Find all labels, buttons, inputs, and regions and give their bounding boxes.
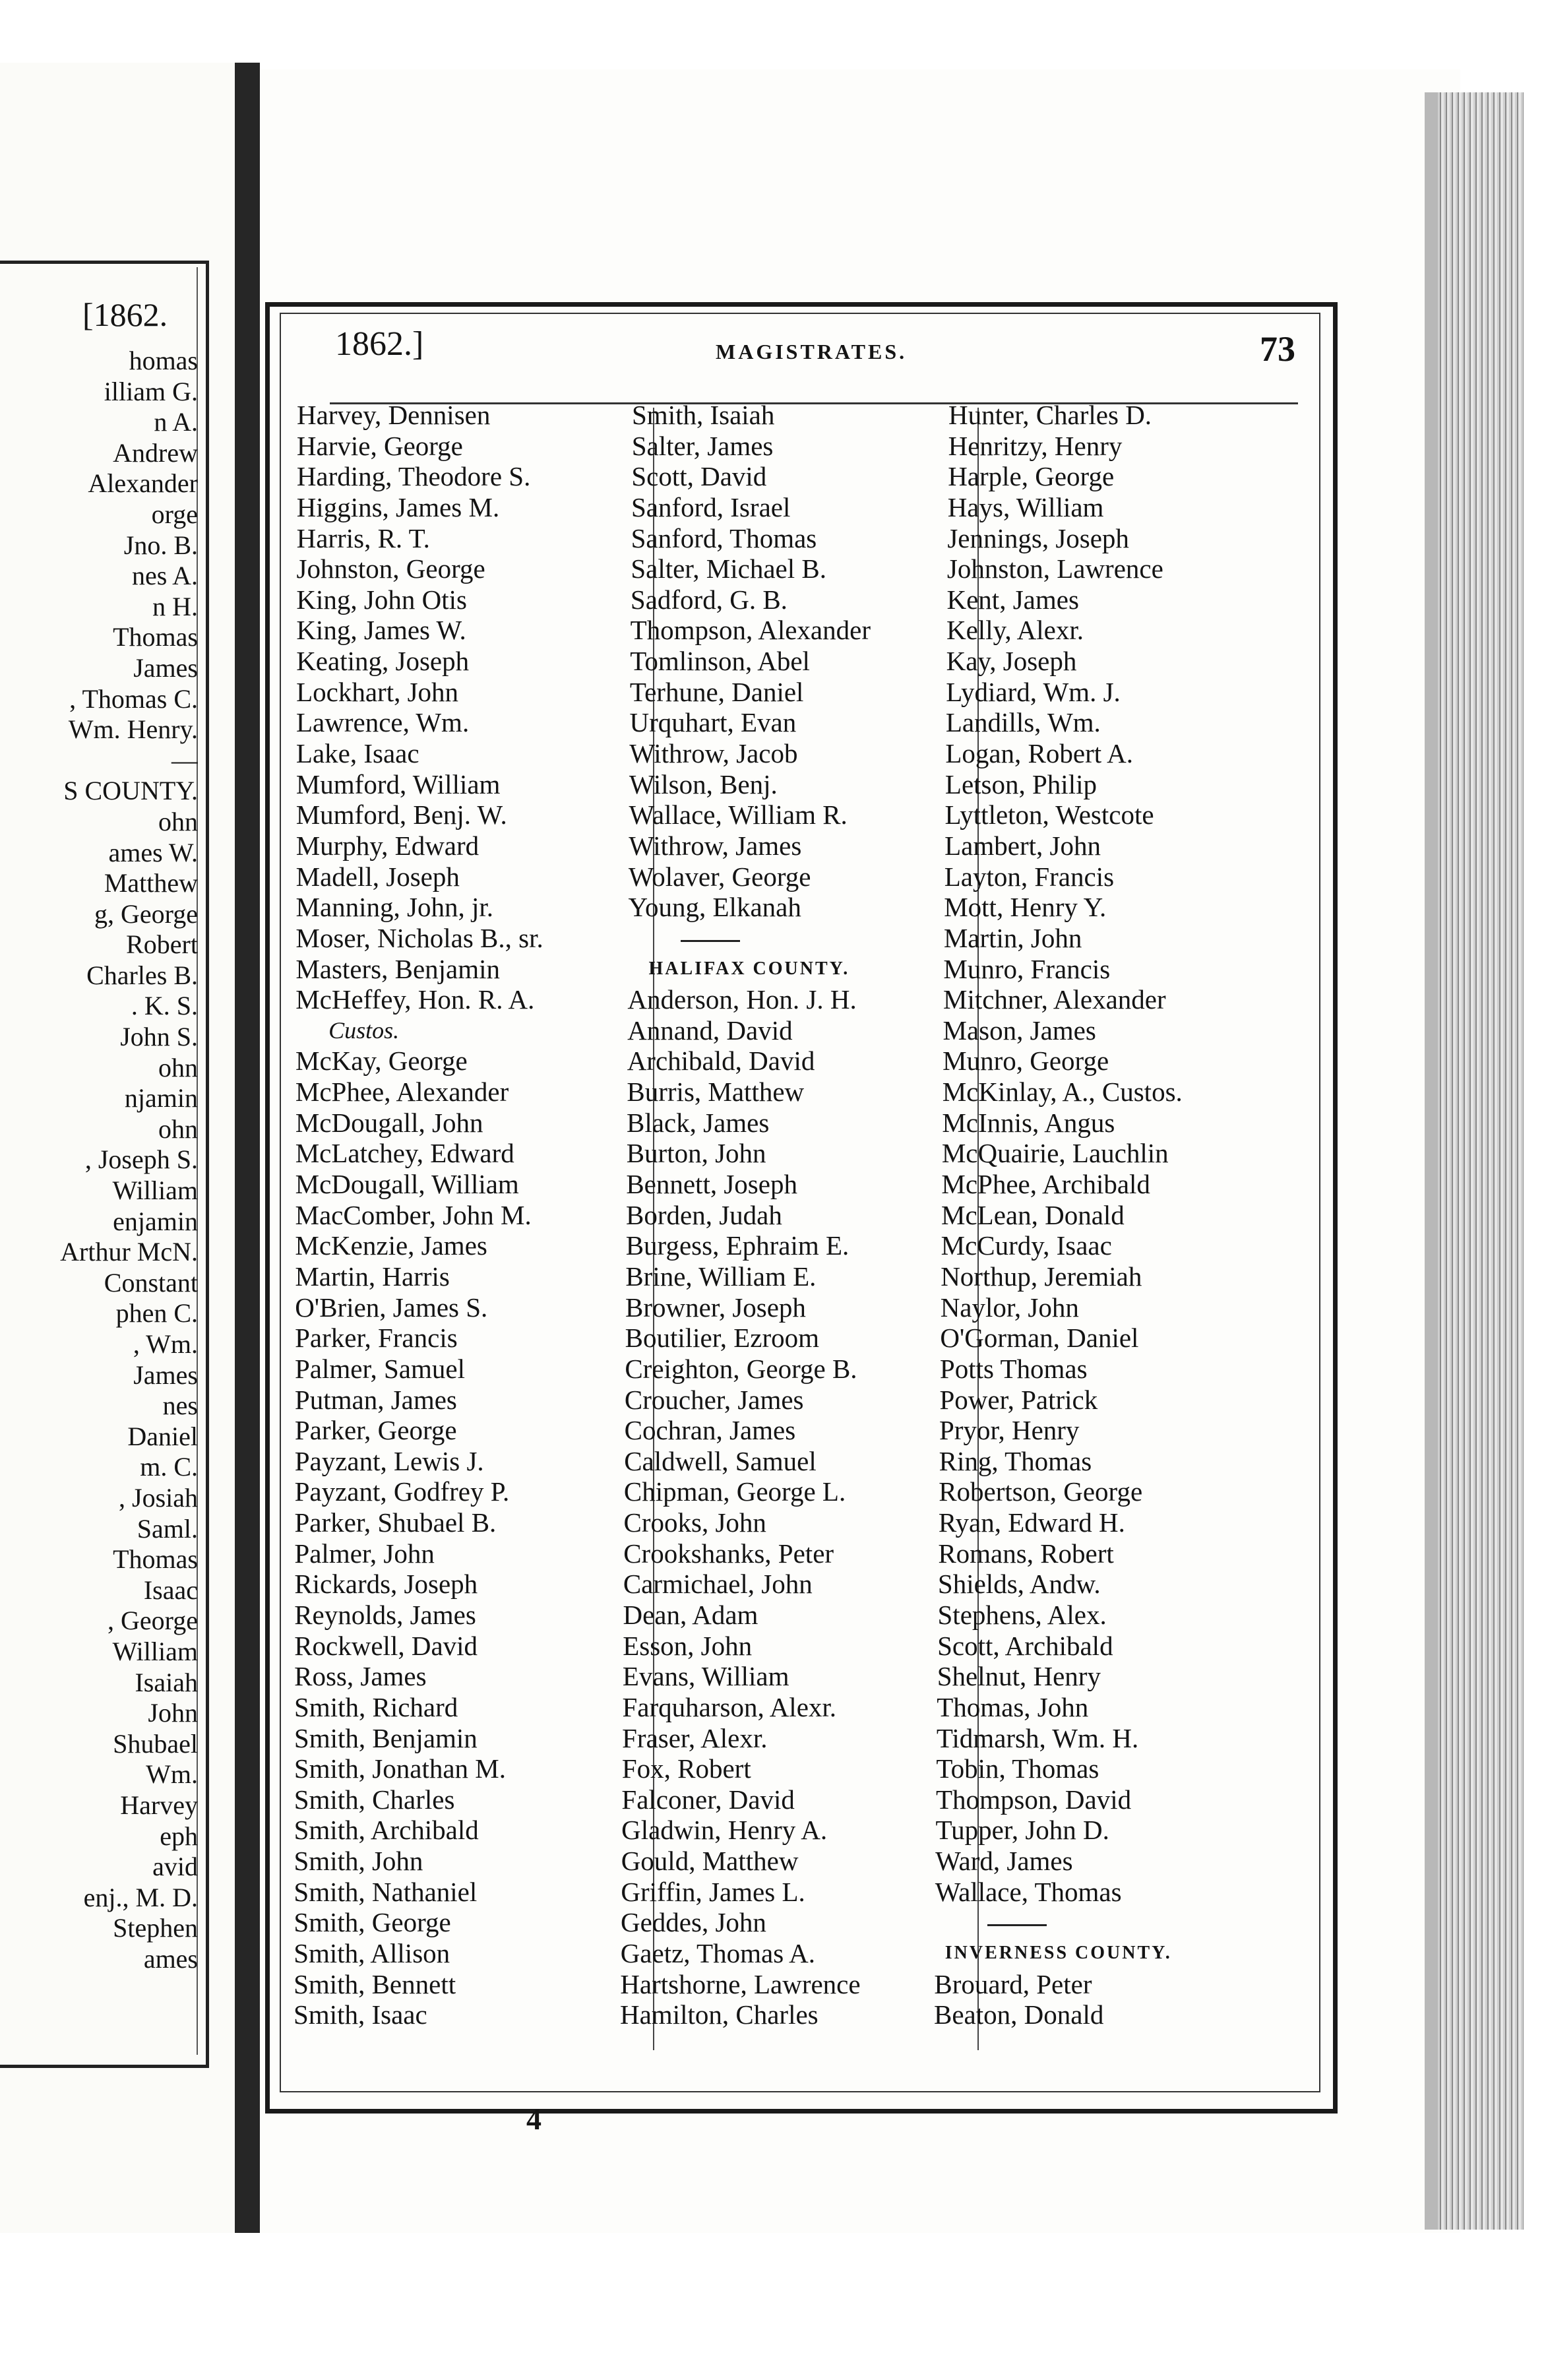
left-page-line-text: m. C. [140,1452,198,1482]
left-page-line [0,1668,198,1699]
left-page-line-text: n H. [152,591,198,621]
left-page-line [0,1883,198,1914]
left-page-line-text: Thomas [113,1544,198,1575]
magistrate-name: Black, James [627,1107,770,1138]
magistrate-name: Rickards, Joseph [294,1569,478,1600]
magistrate-name: Smith, Nathaniel [294,1876,478,1907]
left-page-line [0,1852,198,1883]
magistrate-name: Evans, William [622,1661,789,1692]
left-page-line-text: , Josiah [119,1482,198,1513]
left-page-line-text: William [112,1636,198,1666]
magistrate-name: Borden, Judah [626,1199,782,1230]
left-page-line [0,530,198,561]
magistrate-name: Gould, Matthew [621,1846,799,1877]
magistrate-name: Logan, Robert A. [945,738,1133,769]
left-page-line [0,838,198,869]
left-page-line-text: John [148,1698,198,1728]
magistrate-name: Tidmarsh, Wm. H. [936,1722,1139,1753]
magistrate-name: Palmer, John [294,1538,435,1569]
magistrate-name: McLatchey, Edward [295,1138,514,1169]
header-year: 1862.] [335,325,424,363]
left-page-line [0,1268,198,1299]
left-page-line-text: William [112,1175,198,1206]
section-rule [935,1907,1182,1938]
page-number: 73 [1260,329,1295,369]
magistrate-name: Scott, Archibald [937,1630,1113,1661]
magistrate-name: Salter, Michael B. [631,553,826,584]
magistrate-name: Withrow, Jacob [629,738,798,769]
left-page-line-text: illiam G. [104,376,198,406]
magistrate-name: Ryan, Edward H. [938,1507,1125,1538]
magistrate-name: Farquharson, Alexr. [622,1691,837,1722]
magistrate-name: Parker, Francis [295,1323,458,1354]
magistrate-name: Martin, Harris [295,1261,450,1292]
left-page-line [0,1053,198,1084]
magistrate-name: Scott, David [631,461,767,492]
left-page-line-text: , Joseph S. [84,1144,198,1175]
magistrate-name: Mitchner, Alexander [943,984,1166,1015]
magistrate-name: Brine, William E. [625,1261,817,1292]
magistrate-name: Hamilton, Charles [620,1999,819,2030]
name-column-1 [294,400,543,2030]
magistrate-name: Annand, David [627,1015,793,1046]
magistrate-name: Lake, Isaac [295,738,419,769]
magistrate-name: Palmer, Samuel [295,1353,465,1384]
left-page-line [0,1913,198,1944]
left-page-line-text: enjamin [113,1206,198,1236]
magistrate-name: Tomlinson, Abel [630,646,810,677]
magistrate-name: Griffin, James L. [621,1876,805,1907]
left-page-line [0,1944,198,1975]
magistrate-name: Parker, Shubael B. [294,1507,497,1538]
magistrate-name: King, James W. [296,615,466,646]
book-gutter [235,63,260,2233]
left-page-text [0,346,198,1974]
magistrate-name: Hays, William [947,491,1104,522]
magistrate-name: Reynolds, James [294,1599,476,1630]
magistrate-name: Ross, James [294,1661,427,1692]
magistrate-name: Masters, Benjamin [295,953,501,984]
left-page-line [0,1422,198,1453]
magistrate-name: Harvey, Dennisen [297,400,491,430]
magistrate-name: Wilson, Benj. [629,768,778,799]
magistrate-name: Wolaver, George [628,861,811,892]
left-page-line-text: ames W. [108,837,198,867]
left-page-line-text: enj., M. D. [83,1882,198,1912]
magistrate-name: Rockwell, David [294,1630,478,1661]
magistrate-name: Salter, James [631,430,774,461]
magistrate-name: Lockhart, John [296,676,459,707]
name-column-3 [934,400,1183,2030]
left-page-line [0,714,198,745]
magistrate-name: Mumford, William [295,768,501,799]
section-rule [628,923,871,954]
magistrate-name: Cochran, James [624,1415,796,1446]
left-page-line-text: phen C. [115,1298,198,1329]
magistrate-name: Fraser, Alexr. [622,1722,768,1753]
magistrate-name: Putman, James [294,1384,457,1415]
left-page-line [0,561,198,592]
left-page-line-text: — [171,745,198,775]
magistrate-name: McLean, Donald [941,1199,1125,1230]
magistrate-name: Robertson, George [939,1476,1143,1507]
magistrate-name: McHeffey, Hon. R. A. [295,984,535,1015]
left-page-line [0,929,198,960]
left-page-line [0,1544,198,1575]
left-page-line-text: S COUNTY. [63,776,198,806]
left-page-line [0,1298,198,1329]
left-page-line [0,868,198,899]
magistrate-name: Crookshanks, Peter [623,1538,834,1569]
magistrate-name: Smith, Allison [294,1938,450,1969]
left-page-line-text: ohn [158,806,198,836]
magistrate-name: Naylor, John [940,1292,1079,1323]
magistrate-name: Ward, James [935,1846,1073,1877]
magistrate-name: Smith, Charles [294,1784,455,1815]
magistrate-name: Parker, George [294,1415,457,1446]
left-page-line [0,684,198,715]
signature-mark: 4 [526,2102,541,2136]
magistrate-name: Johnston, Lawrence [946,553,1163,584]
magistrate-name: McKenzie, James [295,1230,487,1261]
left-page-line-text: Stephen [113,1913,198,1943]
magistrate-name: King, John Otis [296,584,467,615]
magistrate-name: Burgess, Ephraim E. [625,1230,850,1261]
magistrate-name: McCurdy, Isaac [941,1230,1112,1261]
magistrate-name: Jennings, Joseph [947,522,1129,553]
magistrate-name: Gaetz, Thomas A. [620,1938,815,1969]
magistrate-name: O'Gorman, Daniel [940,1323,1139,1354]
page-edges [1438,92,1524,2230]
magistrate-name: Smith, Benjamin [294,1722,478,1753]
magistrate-name: McInnis, Angus [942,1107,1115,1138]
magistrate-name: Crooks, John [623,1507,766,1538]
left-page-line [0,807,198,838]
left-page-line-text: . K. S. [131,991,198,1021]
left-page-line-text: Isaiah [135,1667,198,1697]
left-page-line [0,346,198,377]
magistrate-name: Tupper, John D. [935,1815,1109,1846]
magistrate-name: Esson, John [623,1630,753,1661]
magistrate-name: Gladwin, Henry A. [621,1815,828,1846]
left-page-line-text: homas [129,346,198,375]
magistrate-name: O'Brien, James S. [295,1292,488,1323]
county-heading: HALIFAX COUNTY. [648,958,850,979]
magistrate-name: Thompson, Alexander [630,615,871,646]
left-page-line-text: ohn [158,1052,198,1082]
magistrate-name: Manning, John, jr. [295,892,494,923]
magistrate-name: Sadford, G. B. [630,584,788,615]
magistrate-name: Smith, Jonathan M. [294,1753,506,1784]
left-page-line [0,1391,198,1422]
magistrate-name: Layton, Francis [944,861,1115,892]
left-page-line [0,499,198,530]
magistrate-name: Falconer, David [621,1784,795,1815]
left-page-line-text: ohn [158,1113,198,1144]
left-page-line [0,1790,198,1821]
left-page-line-text: Daniel [127,1421,198,1451]
left-page-line-text: nes A. [132,561,198,591]
left-page-line [0,1698,198,1729]
magistrate-name: Hartshorne, Lawrence [620,1968,861,1999]
left-page-line-text: Matthew [104,868,198,898]
left-page-line-text: Andrew [113,437,198,468]
magistrate-name: McQuairie, Lauchlin [941,1138,1169,1169]
magistrate-name: Boutilier, Ezroom [625,1323,820,1354]
magistrate-name: Hunter, Charles D. [948,400,1152,430]
left-page-line-text: njamin [124,1083,198,1113]
left-page-line-text: James [133,652,198,683]
magistrate-name: Stephens, Alex. [937,1599,1107,1630]
left-page-line-text: Constant [104,1267,198,1298]
magistrate-name: MacComber, John M. [295,1199,532,1230]
magistrate-name: Shelnut, Henry [937,1661,1101,1692]
left-page-line-text: Charles B. [86,960,198,990]
magistrate-name: Henritzy, Henry [948,430,1123,461]
left-page-line-text: James [133,1360,198,1390]
left-page-line-text: Thomas [113,622,198,652]
magistrate-name: Fox, Robert [621,1753,751,1784]
magistrate-name: Harding, Theodore S. [296,461,531,492]
left-page-line [0,1637,198,1668]
left-page-line-text: Saml. [137,1513,198,1544]
left-page-line [0,1606,198,1637]
magistrate-name: Smith, Isaac [294,1999,427,2030]
left-page-line-text: Jno. B. [123,530,198,560]
left-page-line-text: , George [108,1606,198,1636]
left-page-line [0,468,198,499]
magistrate-name: McDougall, John [295,1107,483,1138]
magistrate-name: Ring, Thomas [939,1445,1092,1476]
left-page-line [0,1759,198,1790]
left-page-line [0,960,198,991]
magistrate-name: Harvie, George [296,430,463,461]
magistrate-name: Brouard, Peter [934,1968,1092,1999]
magistrate-name: Creighton, George B. [625,1353,857,1384]
magistrate-name: Payzant, Lewis J. [294,1445,484,1476]
magistrate-name: Smith, Richard [294,1691,458,1722]
magistrate-name: Smith, Isaiah [632,400,775,430]
magistrate-name: Harris, R. T. [296,522,430,553]
magistrate-name: Dean, Adam [623,1599,758,1630]
magistrate-name: Lambert, John [944,830,1101,861]
magistrate-name: Mason, James [943,1015,1096,1046]
magistrate-name: Carmichael, John [623,1569,813,1600]
magistrate-name: Shields, Andw. [937,1569,1101,1600]
magistrate-name: Smith, Archibald [294,1815,479,1846]
magistrate-name: Higgins, James M. [296,491,500,522]
left-page-line-text: avid [152,1852,198,1882]
left-page-line [0,1360,198,1391]
magistrate-name: Sanford, Israel [631,491,791,522]
magistrate-name: Letson, Philip [944,768,1097,799]
magistrate-name: Moser, Nicholas B., sr. [295,922,543,953]
left-page-line [0,776,198,807]
left-page-line [0,1114,198,1145]
magistrate-name: Keating, Joseph [296,646,470,677]
magistrate-name: Kay, Joseph [946,646,1077,677]
magistrate-name: Smith, John [294,1846,423,1877]
left-page-line [0,1083,198,1114]
left-page-line-text: Shubael [113,1728,198,1759]
left-page-line [0,1452,198,1483]
left-page-line [0,1729,198,1760]
magistrate-name: Potts Thomas [939,1353,1088,1384]
left-page-line [0,899,198,930]
magistrate-name: Urquhart, Evan [629,707,797,738]
magistrate-name: Thomas, John [937,1691,1089,1722]
left-page-year: [1862. [82,296,168,333]
magistrate-name: Romans, Robert [938,1538,1114,1569]
left-page-line [0,1329,198,1360]
magistrate-name: Smith, George [294,1907,451,1938]
magistrate-name: McKinlay, A., Custos. [942,1077,1183,1108]
left-page-line-text: Wm. Henry. [68,714,198,745]
left-page-line [0,622,198,653]
magistrate-name: Young, Elkanah [628,892,801,923]
magistrate-name: Browner, Joseph [625,1292,806,1323]
left-page-line-text: , Thomas C. [69,683,198,714]
magistrate-name: Munro, George [943,1046,1109,1077]
left-page-line [0,1144,198,1175]
magistrate-name: Terhune, Daniel [629,676,804,707]
left-page-line [0,377,198,408]
magistrate-name: Geddes, John [621,1907,766,1938]
magistrate-name: Lydiard, Wm. J. [946,676,1121,707]
left-page-line-text: Alexander [88,468,198,499]
name-column-2 [620,400,871,2030]
magistrate-name: Munro, Francis [943,953,1111,984]
left-page-line [0,1575,198,1606]
magistrate-name: Harple, George [948,461,1115,492]
magistrate-name: Murphy, Edward [295,830,479,861]
magistrate-name: Burris, Matthew [627,1077,805,1108]
left-page-line [0,1175,198,1206]
magistrate-name: Martin, John [943,922,1082,953]
magistrate-name: Kent, James [946,584,1079,615]
left-page-line [0,745,198,776]
magistrate-name: Chipman, George L. [623,1476,846,1507]
magistrate-name: Payzant, Godfrey P. [294,1476,510,1507]
left-page-line-text: eph [160,1821,198,1851]
magistrate-name: Beaton, Donald [934,1999,1104,2030]
left-page-line [0,991,198,1022]
magistrate-name: Pryor, Henry [939,1415,1080,1446]
magistrate-name: Wallace, Thomas [935,1876,1122,1907]
magistrate-name: Smith, Bennett [294,1968,456,1999]
magistrate-name: McPhee, Archibald [941,1169,1150,1200]
magistrate-name: Mumford, Benj. W. [295,799,507,830]
magistrate-name: Landills, Wm. [945,707,1101,738]
left-page-line [0,1206,198,1237]
magistrate-name: Anderson, Hon. J. H. [627,984,857,1015]
magistrate-name: Withrow, James [629,830,802,861]
left-page-line [0,592,198,623]
magistrate-name: Archibald, David [627,1046,815,1077]
magistrate-name: Lawrence, Wm. [296,707,470,738]
left-page-line [0,653,198,684]
left-page-line-text: Isaac [143,1575,198,1605]
left-page-line-text: orge [151,499,198,529]
left-page-line-text: John S. [120,1022,198,1052]
page-title: MAGISTRATES. [716,340,908,363]
magistrate-name: Tobin, Thomas [936,1753,1099,1784]
left-page-line-text: nes [162,1391,198,1421]
magistrate-name: Croucher, James [624,1384,804,1415]
left-page-line [0,1514,198,1545]
left-page-line [0,407,198,438]
left-page-line-text: n A. [154,407,198,437]
magistrate-name: Sanford, Thomas [631,522,817,553]
custos-note: Custos. [328,1017,400,1044]
left-page-line [0,1821,198,1852]
magistrate-name: Mott, Henry Y. [944,892,1107,923]
magistrate-name: Thompson, David [936,1784,1132,1815]
magistrate-name: McPhee, Alexander [295,1077,509,1108]
magistrate-name: Burton, John [626,1138,766,1169]
left-page-line [0,1237,198,1268]
magistrate-name: Wallace, William R. [629,799,848,830]
magistrate-name: McDougall, William [295,1169,519,1200]
left-page-line-text: Robert [126,929,198,960]
magistrate-name: Caldwell, Samuel [624,1445,817,1476]
magistrate-name: Lyttleton, Westcote [944,799,1154,830]
magistrate-name: Kelly, Alexr. [946,615,1084,646]
magistrate-name: Madell, Joseph [295,861,460,892]
left-page-line-text: ames [143,1943,198,1974]
left-page-line-text: g, George [94,898,198,929]
left-page-line-text: Harvey [120,1790,198,1820]
left-page-line [0,438,198,469]
magistrate-name: Power, Patrick [939,1384,1098,1415]
left-page-line [0,1022,198,1053]
county-heading: INVERNESS COUNTY. [944,1943,1172,1964]
left-page-line-text: , Wm. [133,1329,198,1359]
magistrate-name: Bennett, Joseph [626,1169,797,1200]
left-page-line-text: Arthur McN. [60,1237,198,1267]
left-page-line [0,1483,198,1514]
left-page-line-text: Wm. [146,1759,198,1790]
magistrate-name: Northup, Jeremiah [941,1261,1142,1292]
magistrate-name: Johnston, George [296,553,485,584]
magistrate-name: McKay, George [295,1046,468,1077]
